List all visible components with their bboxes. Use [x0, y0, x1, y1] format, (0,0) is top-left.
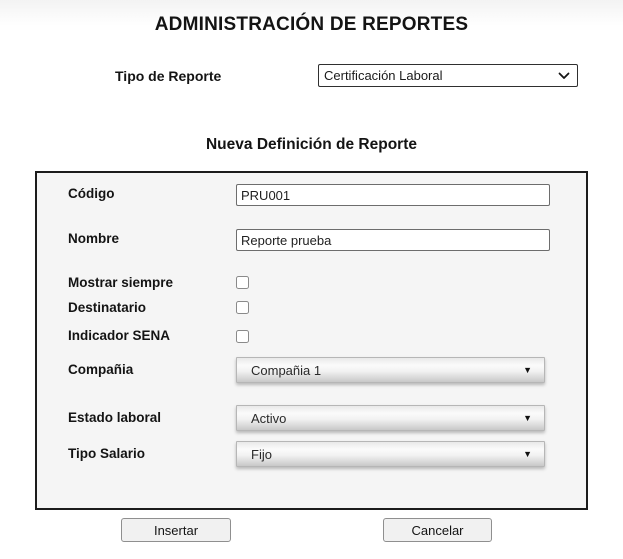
report-type-select[interactable]: [318, 64, 578, 87]
estado-laboral-selected-value: Activo: [251, 410, 287, 426]
compania-selected-value: Compañia 1: [251, 362, 322, 378]
dropdown-arrow-icon: ▼: [523, 448, 532, 459]
destinatario-checkbox[interactable]: [236, 301, 249, 314]
codigo-label: Código: [68, 186, 115, 201]
tipo-salario-selected-value: Fijo: [251, 446, 272, 462]
report-type-selected-value: Certificación Laboral: [324, 68, 443, 83]
dropdown-arrow-icon: ▼: [523, 364, 532, 375]
mostrar-siempre-label: Mostrar siempre: [68, 275, 174, 290]
compania-label: Compañia: [68, 362, 134, 377]
mostrar-siempre-checkbox[interactable]: [236, 276, 249, 289]
destinatario-label: Destinatario: [68, 300, 147, 315]
report-definition-panel: [35, 171, 588, 510]
nombre-label: Nombre: [68, 231, 120, 246]
form-title: Nueva Definición de Reporte: [205, 136, 417, 153]
indicador-sena-label: Indicador SENA: [68, 328, 171, 343]
chevron-down-icon: [558, 72, 570, 80]
cancelar-button[interactable]: Cancelar: [383, 518, 492, 542]
estado-laboral-dropdown[interactable]: [236, 405, 545, 431]
codigo-input[interactable]: [236, 184, 550, 206]
nombre-input[interactable]: [236, 229, 550, 251]
indicador-sena-checkbox[interactable]: [236, 330, 249, 343]
compania-dropdown[interactable]: [236, 357, 545, 383]
tipo-salario-label: Tipo Salario: [68, 446, 146, 461]
estado-laboral-label: Estado laboral: [68, 410, 162, 425]
insertar-button[interactable]: Insertar: [121, 518, 231, 542]
tipo-salario-dropdown[interactable]: [236, 441, 545, 467]
report-type-label: Tipo de Reporte: [115, 68, 222, 84]
page-title: ADMINISTRACIÓN DE REPORTES: [154, 14, 469, 35]
dropdown-arrow-icon: ▼: [523, 412, 532, 423]
